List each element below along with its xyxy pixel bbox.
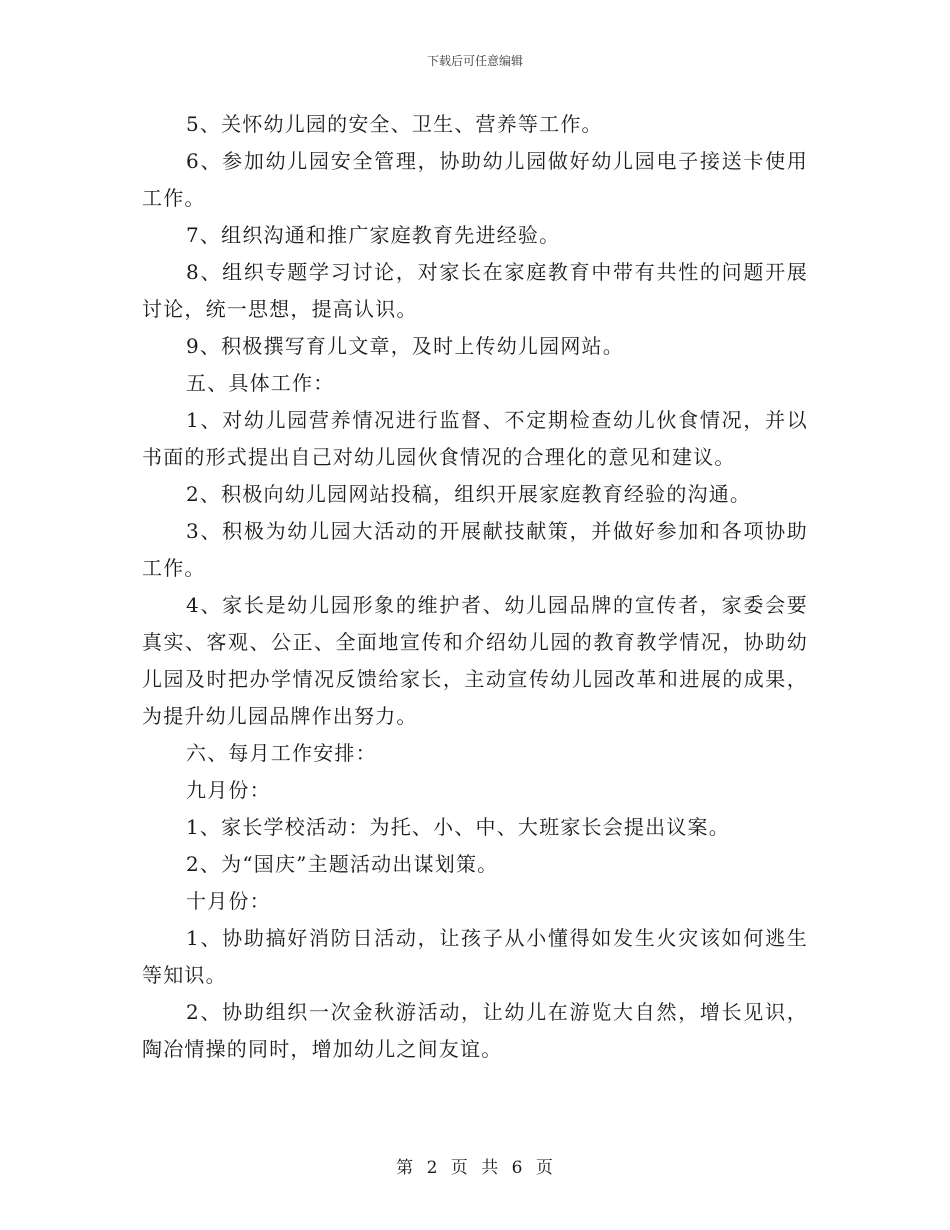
footer-label: 共 xyxy=(481,1158,500,1178)
footer-label: 页 xyxy=(450,1158,469,1178)
paragraph: 4、家长是幼儿园形象的维护者、幼儿园品牌的宣传者，家委会要真实、客观、公正、全面地宣传和介绍幼儿园的教育教学情况，协助幼儿园及时把办学情况反馈给家长，主动宣传幼儿园改革和进展的成果，为提升幼儿园品牌作出努力。 xyxy=(142,593,808,728)
paragraph: 2、积极向幼儿园网站投稿，组织开展家庭教育经验的沟通。 xyxy=(186,482,752,506)
footer-label: 第 xyxy=(396,1158,415,1178)
paragraph: 1、对幼儿园营养情况进行监督、不定期检查幼儿伙食情况，并以书面的形式提出自己对幼儿园伙食情况的合理化的意见和建议。 xyxy=(142,408,808,469)
total-page-number: 6 xyxy=(511,1158,524,1178)
paragraph: 9、积极撰写育儿文章，及时上传幼儿园网站。 xyxy=(186,334,624,358)
header-note: 下载后可任意编辑 xyxy=(426,54,523,68)
month-heading: 九月份： xyxy=(186,778,271,802)
paragraph: 3、积极为幼儿园大活动的开展献技献策，并做好参加和各项协助工作。 xyxy=(142,519,808,580)
paragraph: 2、为“国庆”主题活动出谋划策。 xyxy=(186,852,499,876)
paragraph: 6、参加幼儿园安全管理，协助幼儿园做好幼儿园电子接送卡使用工作。 xyxy=(142,149,808,210)
footer-label: 页 xyxy=(535,1158,554,1178)
paragraph: 8、组织专题学习讨论，对家长在家庭教育中带有共性的问题开展讨论，统一思想，提高认识。 xyxy=(142,260,808,321)
paragraph: 7、组织沟通和推广家庭教育先进经验。 xyxy=(186,223,561,247)
paragraph: 1、家长学校活动：为托、小、中、大班家长会提出议案。 xyxy=(186,815,730,839)
paragraph: 1、协助搞好消防日活动，让孩子从小懂得如发生火灾该如何逃生等知识。 xyxy=(142,926,808,987)
month-heading: 十月份： xyxy=(186,889,271,913)
page-footer xyxy=(0,1153,950,1178)
document-body xyxy=(142,106,808,1068)
current-page-number: 2 xyxy=(426,1158,439,1178)
paragraph: 2、协助组织一次金秋游活动，让幼儿在游览大自然，增长见识，陶冶情操的同时，增加幼儿之间友谊。 xyxy=(142,1000,808,1061)
paragraph: 5、关怀幼儿园的安全、卫生、营养等工作。 xyxy=(186,112,603,136)
section-heading: 五、具体工作： xyxy=(186,371,335,395)
section-heading: 六、每月工作安排： xyxy=(186,741,377,765)
